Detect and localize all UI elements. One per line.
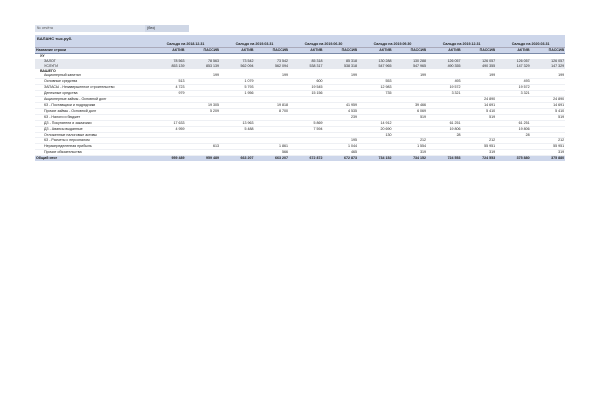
value-cell: 538 318: [324, 64, 359, 69]
row-label: ЗАПАСЫ - Незавершенное строительство: [35, 85, 151, 91]
value-cell: 319: [462, 150, 497, 156]
value-cell: 319: [531, 150, 566, 156]
row-label: УУ: [40, 53, 45, 58]
liability-header: ПАССИВ: [186, 47, 221, 53]
value-cell: 20 690: [358, 126, 393, 132]
value-cell: 55 951: [531, 144, 566, 150]
value-cell: 519: [531, 114, 566, 120]
value-cell: 4 535: [324, 108, 359, 114]
value-cell: 19 545: [289, 85, 324, 91]
value-cell: 5 793: [220, 85, 255, 91]
value-cell: 24 890: [462, 97, 497, 103]
value-cell: 547 965: [393, 64, 428, 69]
value-cell: 853 139: [151, 64, 186, 69]
value-cell: 5 410: [462, 108, 497, 114]
row-label: Отложенные налоговые активы: [35, 132, 151, 138]
value-cell: 553: [358, 79, 393, 85]
row-label: КЗ - Расчеты с персоналом: [35, 138, 151, 144]
value-cell: 3 321: [496, 91, 531, 97]
value-cell: 547 965: [358, 64, 393, 69]
value-cell: 212: [531, 138, 566, 144]
row-label: ВАШЕГО: [40, 68, 56, 73]
value-cell: 126 057: [427, 59, 462, 64]
balance-table: [35, 42, 565, 161]
value-cell: 73 542: [220, 59, 255, 64]
value-cell: 14 912: [358, 120, 393, 126]
report-title: БАЛАНС тыс.руб.: [35, 35, 565, 42]
value-cell: 130 288: [393, 59, 428, 64]
period-header[interactable]: Сальдо на 2018.12.31: [151, 42, 220, 47]
value-cell: 199: [462, 73, 497, 78]
total-cell: 959 489: [151, 156, 186, 161]
total-cell: 959 489: [186, 156, 221, 161]
asset-header: АКТИВ: [220, 47, 255, 53]
total-cell: 734 152: [358, 156, 393, 161]
value-cell: 19 572: [427, 85, 462, 91]
value-cell: 85 318: [324, 59, 359, 64]
value-cell: 19 305: [186, 102, 221, 108]
value-cell: 493: [427, 79, 462, 85]
liability-header: ПАССИВ: [531, 47, 566, 53]
value-cell: 13 963: [220, 120, 255, 126]
value-cell: 1 861: [255, 144, 290, 150]
liability-header: ПАССИВ: [255, 47, 290, 53]
value-cell: 513: [151, 79, 186, 85]
value-cell: 853 139: [186, 64, 221, 69]
value-cell: 55 951: [462, 144, 497, 150]
total-label: Общий итог: [35, 156, 151, 161]
period-header[interactable]: Сальдо на 2019.09.30: [358, 42, 427, 47]
total-row: [35, 156, 565, 161]
value-cell: 4 959: [151, 126, 186, 132]
period-header[interactable]: Сальдо на 2020.03.31: [496, 42, 565, 47]
total-cell: 724 553: [427, 156, 462, 161]
value-cell: 490 355: [462, 64, 497, 69]
value-cell: 126 057: [462, 59, 497, 64]
value-cell: 465: [324, 150, 359, 156]
value-cell: 7 594: [289, 126, 324, 132]
row-label: Основные средства: [35, 79, 151, 85]
asset-header: АКТИВ: [358, 47, 393, 53]
value-cell: 4 723: [151, 85, 186, 91]
status-label: № отчёта: [37, 26, 53, 30]
value-cell: 5 488: [220, 126, 255, 132]
total-cell: 375 880: [531, 156, 566, 161]
value-cell: 19 818: [255, 102, 290, 108]
value-cell: 41 959: [324, 102, 359, 108]
asset-header: АКТИВ: [496, 47, 531, 53]
total-cell: 734 152: [393, 156, 428, 161]
value-cell: 14 691: [462, 102, 497, 108]
value-cell: 130: [358, 132, 393, 138]
value-cell: 6 069: [393, 108, 428, 114]
value-cell: 239: [324, 114, 359, 120]
value-cell: 78 563: [151, 59, 186, 64]
total-cell: 663 207: [220, 156, 255, 161]
value-cell: 8 700: [255, 108, 290, 114]
value-cell: 5 410: [531, 108, 566, 114]
value-cell: 24 890: [531, 97, 566, 103]
period-header[interactable]: Сальдо на 2019.03.31: [220, 42, 289, 47]
value-cell: 39 466: [393, 102, 428, 108]
value-cell: 519: [393, 114, 428, 120]
total-cell: 375 880: [496, 156, 531, 161]
value-cell: 85 318: [289, 59, 324, 64]
value-cell: 199: [393, 73, 428, 78]
value-cell: 562 094: [255, 64, 290, 69]
value-cell: 15 156: [289, 91, 324, 97]
value-cell: 212: [462, 138, 497, 144]
value-cell: 613: [186, 144, 221, 150]
value-cell: 147 329: [531, 64, 566, 69]
value-cell: 562 094: [220, 64, 255, 69]
asset-header: АКТИВ: [289, 47, 324, 53]
row-label: Прочие обязательства: [35, 150, 151, 156]
value-cell: 979: [151, 91, 186, 97]
value-cell: 199: [324, 73, 359, 78]
value-cell: 735: [358, 91, 393, 97]
value-cell: 5 869: [289, 120, 324, 126]
row-label: Акционерный капитал: [35, 73, 151, 78]
row-label: КЗ - Поставщики и подрядчики: [35, 102, 151, 108]
asset-header: АКТИВ: [427, 47, 462, 53]
value-cell: 199: [531, 73, 566, 78]
value-cell: 130 288: [358, 59, 393, 64]
total-cell: 663 207: [255, 156, 290, 161]
row-label: ДЗ - Покупатели и заказчики: [35, 120, 151, 126]
value-cell: 61 251: [496, 120, 531, 126]
value-cell: 78 563: [186, 59, 221, 64]
value-cell: 61 251: [427, 120, 462, 126]
total-cell: 672 873: [324, 156, 359, 161]
row-label: Прочие займы - Основной долг: [35, 108, 151, 114]
status-value[interactable]: (без): [145, 25, 189, 32]
value-cell: 19 806: [496, 126, 531, 132]
value-cell: 600: [289, 79, 324, 85]
row-label: Нераспределенная прибыль: [35, 144, 151, 150]
value-cell: 199: [255, 73, 290, 78]
value-cell: 195: [324, 138, 359, 144]
value-cell: 538 317: [289, 64, 324, 69]
row-label-header[interactable]: Название строки: [35, 47, 151, 53]
value-cell: 212: [393, 138, 428, 144]
value-cell: 199: [186, 73, 221, 78]
value-cell: 493: [496, 79, 531, 85]
period-header[interactable]: Сальдо на 2019.06.30: [289, 42, 358, 47]
report-status-bar: [35, 25, 189, 32]
liability-header: ПАССИВ: [462, 47, 497, 53]
value-cell: 3 321: [427, 91, 462, 97]
value-cell: 12 983: [358, 85, 393, 91]
asset-header: АКТИВ: [151, 47, 186, 53]
row-label: КЗ - Налоги и бюджет: [35, 114, 151, 120]
value-cell: 14 691: [531, 102, 566, 108]
value-cell: 1 956: [220, 91, 255, 97]
value-cell: 28: [496, 132, 531, 138]
period-header[interactable]: Сальдо на 2019.12.31: [427, 42, 496, 47]
value-cell: 566: [255, 150, 290, 156]
total-cell: 672 872: [289, 156, 324, 161]
value-cell: 19 806: [427, 126, 462, 132]
value-cell: 490 355: [427, 64, 462, 69]
value-cell: 1 044: [324, 144, 359, 150]
row-label: ДЗ - Авансы выданные: [35, 126, 151, 132]
value-cell: 1 554: [393, 144, 428, 150]
total-cell: 724 553: [462, 156, 497, 161]
value-cell: 519: [462, 114, 497, 120]
liability-header: ПАССИВ: [324, 47, 359, 53]
value-cell: 147 329: [496, 64, 531, 69]
value-cell: 126 057: [496, 59, 531, 64]
table-body: [35, 53, 565, 155]
row-label: Денежные средства: [35, 91, 151, 97]
row-label: Акционерные займы - Основной долг: [35, 97, 151, 103]
value-cell: 5 209: [186, 108, 221, 114]
row-label: УСЛУГИ: [35, 64, 151, 69]
value-cell: 319: [393, 150, 428, 156]
value-cell: 73 542: [255, 59, 290, 64]
value-cell: 28: [427, 132, 462, 138]
value-cell: 19 572: [496, 85, 531, 91]
value-cell: 17 633: [151, 120, 186, 126]
value-cell: 126 057: [531, 59, 566, 64]
row-label: ЗАЛОГ: [35, 59, 151, 64]
liability-header: ПАССИВ: [393, 47, 428, 53]
value-cell: 1 079: [220, 79, 255, 85]
